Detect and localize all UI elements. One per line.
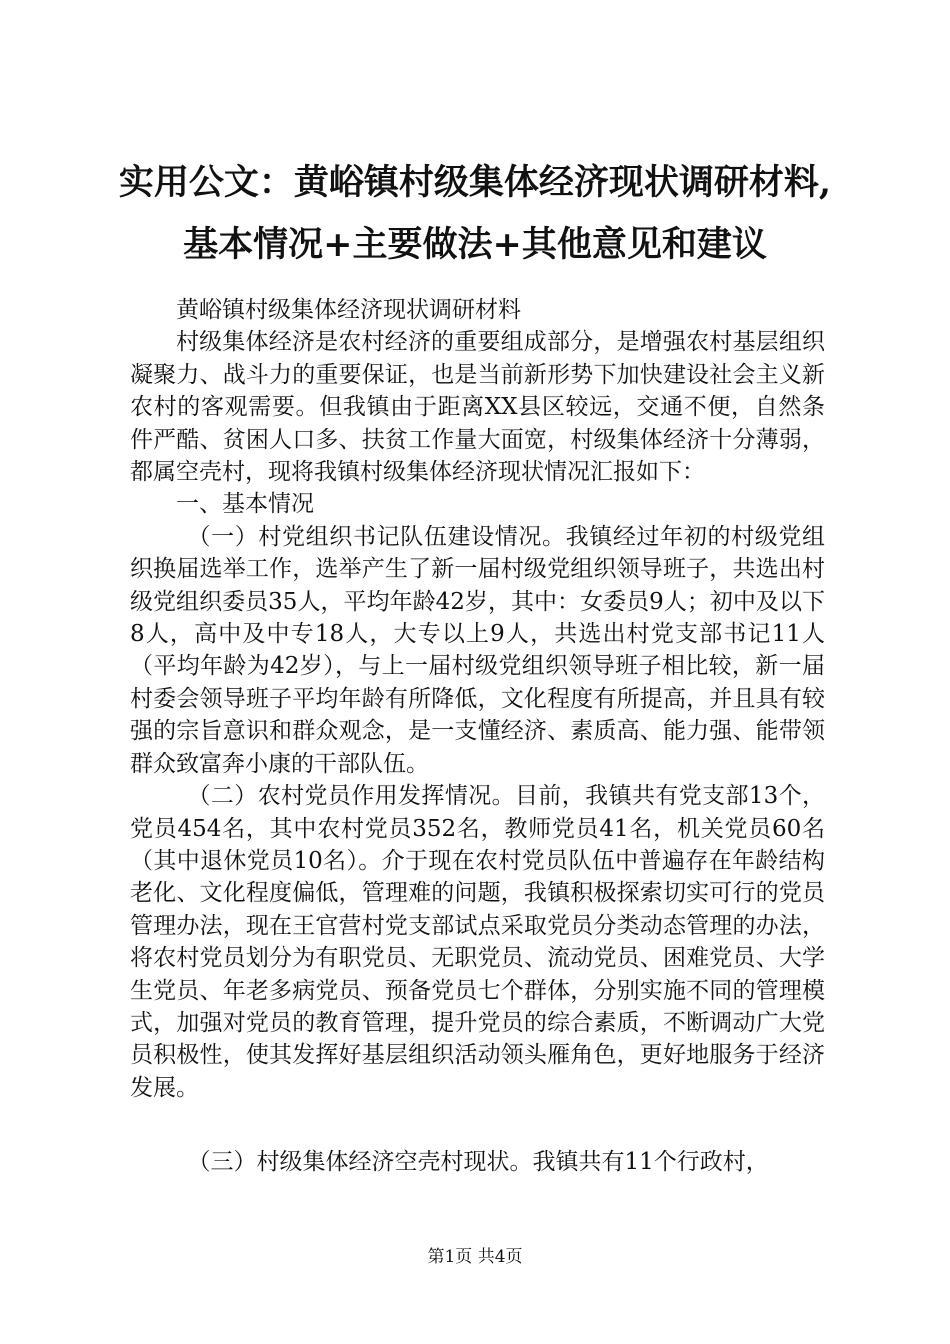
- section-heading-basic: 一、基本情况: [176, 491, 314, 518]
- paragraph-party-secretary: （一）村党组织书记队伍建设情况。我镇经过年初的村级党组织换届选举工作，选举产生了新一届村级党组织领导班子，共选出村级党组织委员35人，平均年龄42岁，其中：女委员9人；初中及以下8人，高中及中专18人，大专以上9人，共选出村党支部书记11人（平均年龄为42岁），与上一届村级党组织领导班子相比较，新一届村委会领导班子平均年龄有所降低，文化程度有所提高，并且具有较强的宗旨意识和群众观念，是一支懂经济、素质高、能力强、能带领群众致富奔小康的干部队伍。: [130, 523, 825, 777]
- page-number: 第1页 共4页: [427, 1247, 523, 1267]
- document-body: [130, 294, 825, 1179]
- document-title-line1: 实用公文：黄峪镇村级集体经济现状调研材料,: [118, 162, 832, 203]
- paragraph-party-members: （二）农村党员作用发挥情况。目前，我镇共有党支部13个，党员454名，其中农村党员352名，教师党员41名，机关党员60名（其中退休党员10名）。介于现在农村党员队伍中普遍存在年龄结构老化、文化程度偏低，管理难的问题，我镇积极探索切实可行的党员管理办法，现在王官营村党支部试点采取党员分类动态管理的办法，将农村党员划分为有职党员、无职党员、流动党员、困难党员、大学生党员、年老多病党员、预备党员七个群体，分别实施不同的管理模式，加强对党员的教育管理，提升党员的综合素质，不断调动广大党员积极性，使其发挥好基层组织活动领头雁角色，更好地服务于经济发展。: [130, 783, 825, 1101]
- paragraph-empty-villages: （三）村级集体经济空壳村现状。我镇共有11个行政村，: [187, 1149, 769, 1176]
- intro-paragraph: 村级集体经济是农村经济的重要组成部分，是增强农村基层组织凝聚力、战斗力的重要保证，也是当前新形势下加快建设社会主义新农村的客观需要。但我镇由于距离XX县区较远，交通不便，自然条件严酷、贫困人口多、扶贫工作量大面宽，村级集体经济十分薄弱，都属空壳村，现将我镇村级集体经济现状情况汇报如下：: [130, 329, 825, 486]
- document-title-line2: 基本情况+主要做法+其他意见和建议: [183, 224, 767, 265]
- document-subtitle: 黄峪镇村级集体经济现状调研材料: [176, 297, 521, 323]
